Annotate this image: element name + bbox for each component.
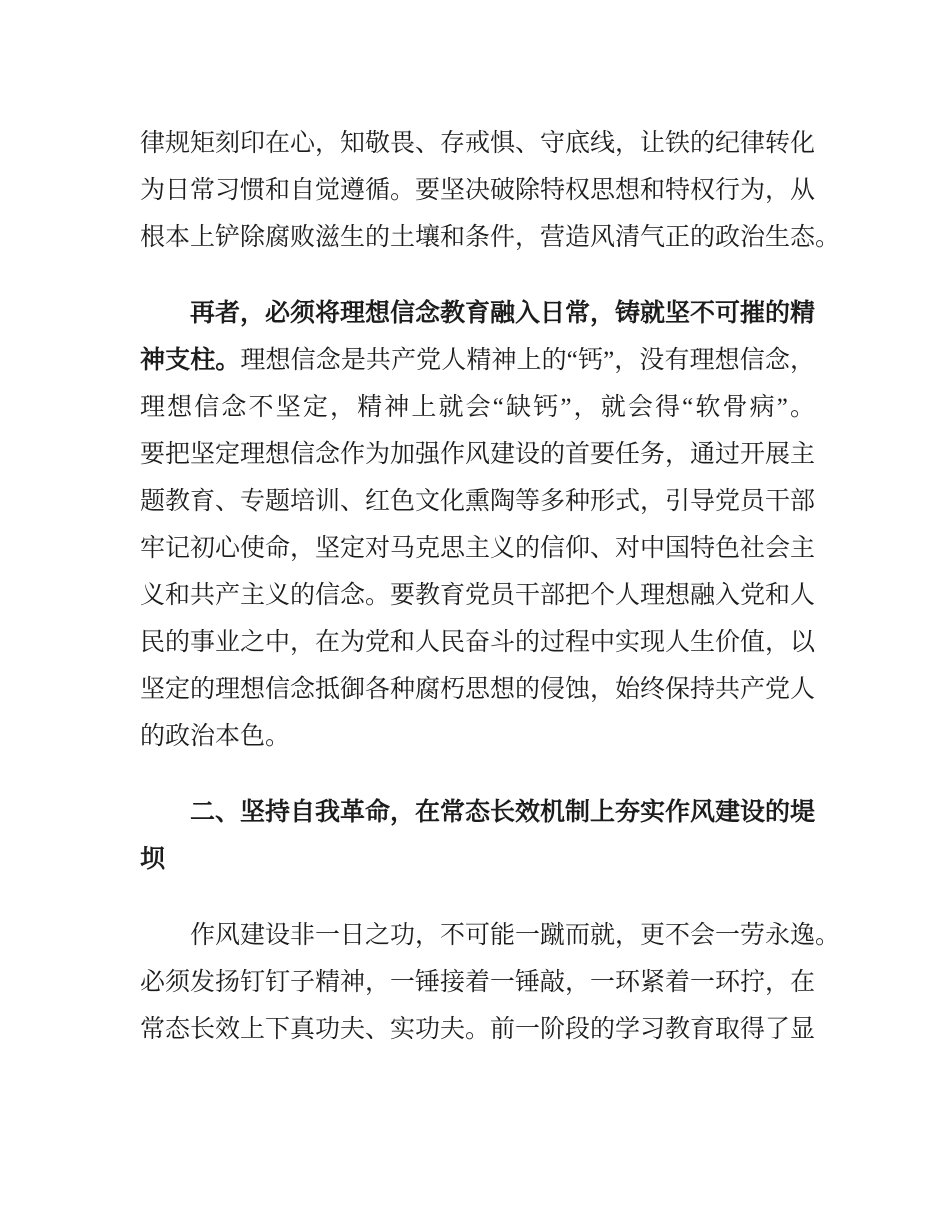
bold-text-segment: 再者，必须将理想信念教育融入日常，铸就坚不可摧的精 — [190, 299, 816, 327]
text-segment: 根本上铲除腐败滋生的土壤和条件，营造风清气正的政治生态。 — [140, 224, 841, 251]
text-segment: 律规矩刻印在心，知敬畏、存戒惧、守底线，让铁的纪律转化 — [140, 130, 816, 157]
text-line — [140, 120, 815, 167]
text-line — [140, 431, 815, 478]
text-segment — [140, 300, 190, 327]
text-segment: 民的事业之中，在为党和人民奋斗的过程中实现人生价值，以 — [140, 629, 816, 656]
text-line — [140, 214, 841, 261]
heading-section-two — [140, 789, 815, 883]
text-line — [140, 572, 815, 619]
text-segment: 要把坚定理想信念作为加强作风建设的首要任务，通过开展主 — [140, 441, 816, 468]
text-line — [140, 789, 815, 836]
text-segment: 的政治本色。 — [140, 723, 291, 750]
text-line — [140, 525, 815, 572]
text-segment: 必须发扬钉钉子精神，一锤接着一锤敲，一环紧着一环拧，在 — [140, 969, 816, 996]
text-segment: 理想信念是共产党人精神上的“钙”，没有理想信念， — [240, 347, 815, 374]
text-line — [140, 478, 815, 525]
text-line — [140, 619, 815, 666]
bold-text-segment: 二、坚持自我革命，在常态长效机制上夯实作风建设的堤 — [190, 798, 816, 826]
text-segment: 常态长效上下真功夫、实功夫。前一阶段的学习教育取得了显 — [140, 1016, 816, 1043]
bold-text-segment: 神支柱。 — [140, 346, 241, 374]
text-segment — [140, 922, 190, 949]
bold-text-segment: 坝 — [140, 845, 166, 873]
text-line — [140, 713, 815, 760]
text-segment: 题教育、专题培训、红色文化熏陶等多种形式，引导党员干部 — [140, 488, 816, 515]
text-line — [140, 290, 815, 337]
text-line — [140, 337, 815, 384]
text-segment: 为日常习惯和自觉遵循。要坚决破除特权思想和特权行为，从 — [140, 177, 816, 204]
paragraph-discipline-continued — [140, 120, 841, 261]
paragraph-ideals-education — [140, 290, 815, 760]
text-line — [140, 666, 815, 713]
text-line — [140, 912, 841, 959]
bold-text-segment — [140, 798, 190, 826]
text-segment: 牢记初心使命，坚定对马克思主义的信仰、对中国特色社会主 — [140, 535, 816, 562]
text-segment: 理想信念不坚定，精神上就会“缺钙”，就会得“软骨病”。 — [140, 394, 815, 421]
text-line — [140, 959, 815, 1006]
text-segment: 坚定的理想信念抵御各种腐朽思想的侵蚀，始终保持共产党人 — [140, 676, 816, 703]
text-line — [140, 1006, 815, 1053]
text-segment: 作风建设非一日之功，不可能一蹴而就，更不会一劳永逸。 — [190, 922, 841, 949]
text-line — [140, 167, 815, 214]
text-line — [140, 836, 815, 883]
paragraph-work-style-persistence — [140, 912, 841, 1053]
document-body — [140, 120, 841, 1053]
text-segment: 义和共产主义的信念。要教育党员干部把个人理想融入党和人 — [140, 582, 816, 609]
text-line — [140, 384, 815, 431]
